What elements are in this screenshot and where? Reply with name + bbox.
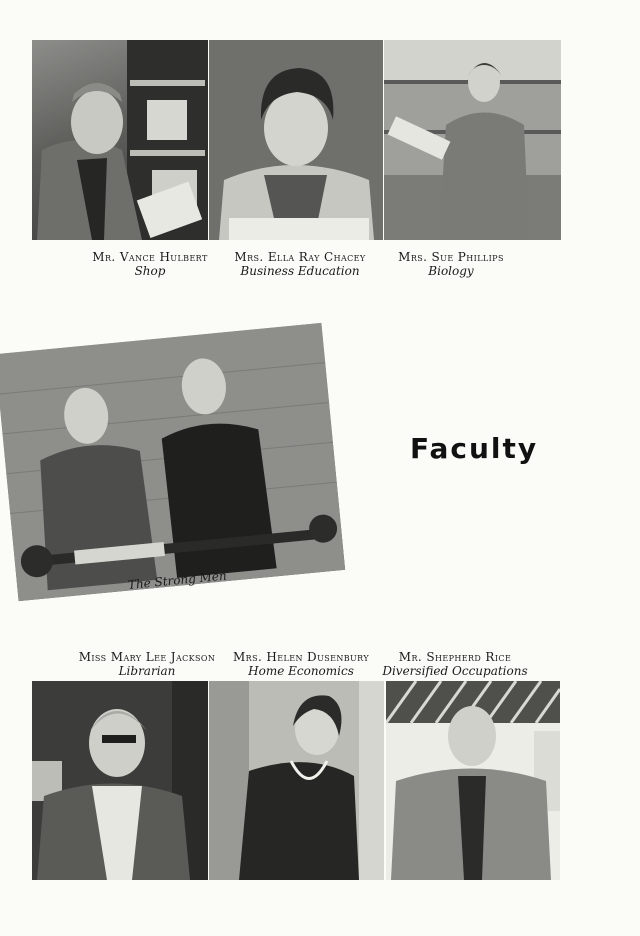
group-photo-caption: The Strong Men [127, 568, 228, 592]
photo-helen-dusenbury [209, 681, 384, 880]
teacher-name: Mrs. Sue Phillips [398, 250, 504, 264]
caption-helen-dusenbury [226, 650, 376, 678]
teacher-subject: Business Education [240, 264, 360, 278]
photo-sue-phillips [384, 40, 561, 240]
caption-vance-hulbert [80, 250, 220, 278]
photo-shepherd-rice [386, 681, 560, 880]
teacher-subject: Biology [428, 264, 474, 278]
teacher-name: Miss Mary Lee Jackson [78, 650, 216, 664]
caption-mary-lee-jackson [72, 650, 222, 678]
teacher-name: Mrs. Helen Dusenbury [232, 650, 370, 664]
teacher-subject: Shop [134, 264, 166, 278]
caption-sue-phillips [388, 250, 514, 278]
photo-vance-hulbert [32, 40, 208, 240]
teacher-name: Mr. Shepherd Rice [398, 650, 512, 664]
caption-ella-ray-chacey [222, 250, 378, 278]
section-title: Faculty [410, 432, 539, 465]
teacher-subject: Diversified Occupations [382, 664, 528, 678]
photo-ella-ray-chacey [209, 40, 383, 240]
caption-shepherd-rice [380, 650, 530, 678]
teacher-subject: Librarian [118, 664, 176, 678]
photo-strong-men [0, 323, 345, 601]
teacher-subject: Home Economics [248, 664, 354, 678]
teacher-name: Mr. Vance Hulbert [92, 250, 208, 264]
teacher-name: Mrs. Ella Ray Chacey [234, 250, 366, 264]
photo-mary-lee-jackson [32, 681, 208, 880]
